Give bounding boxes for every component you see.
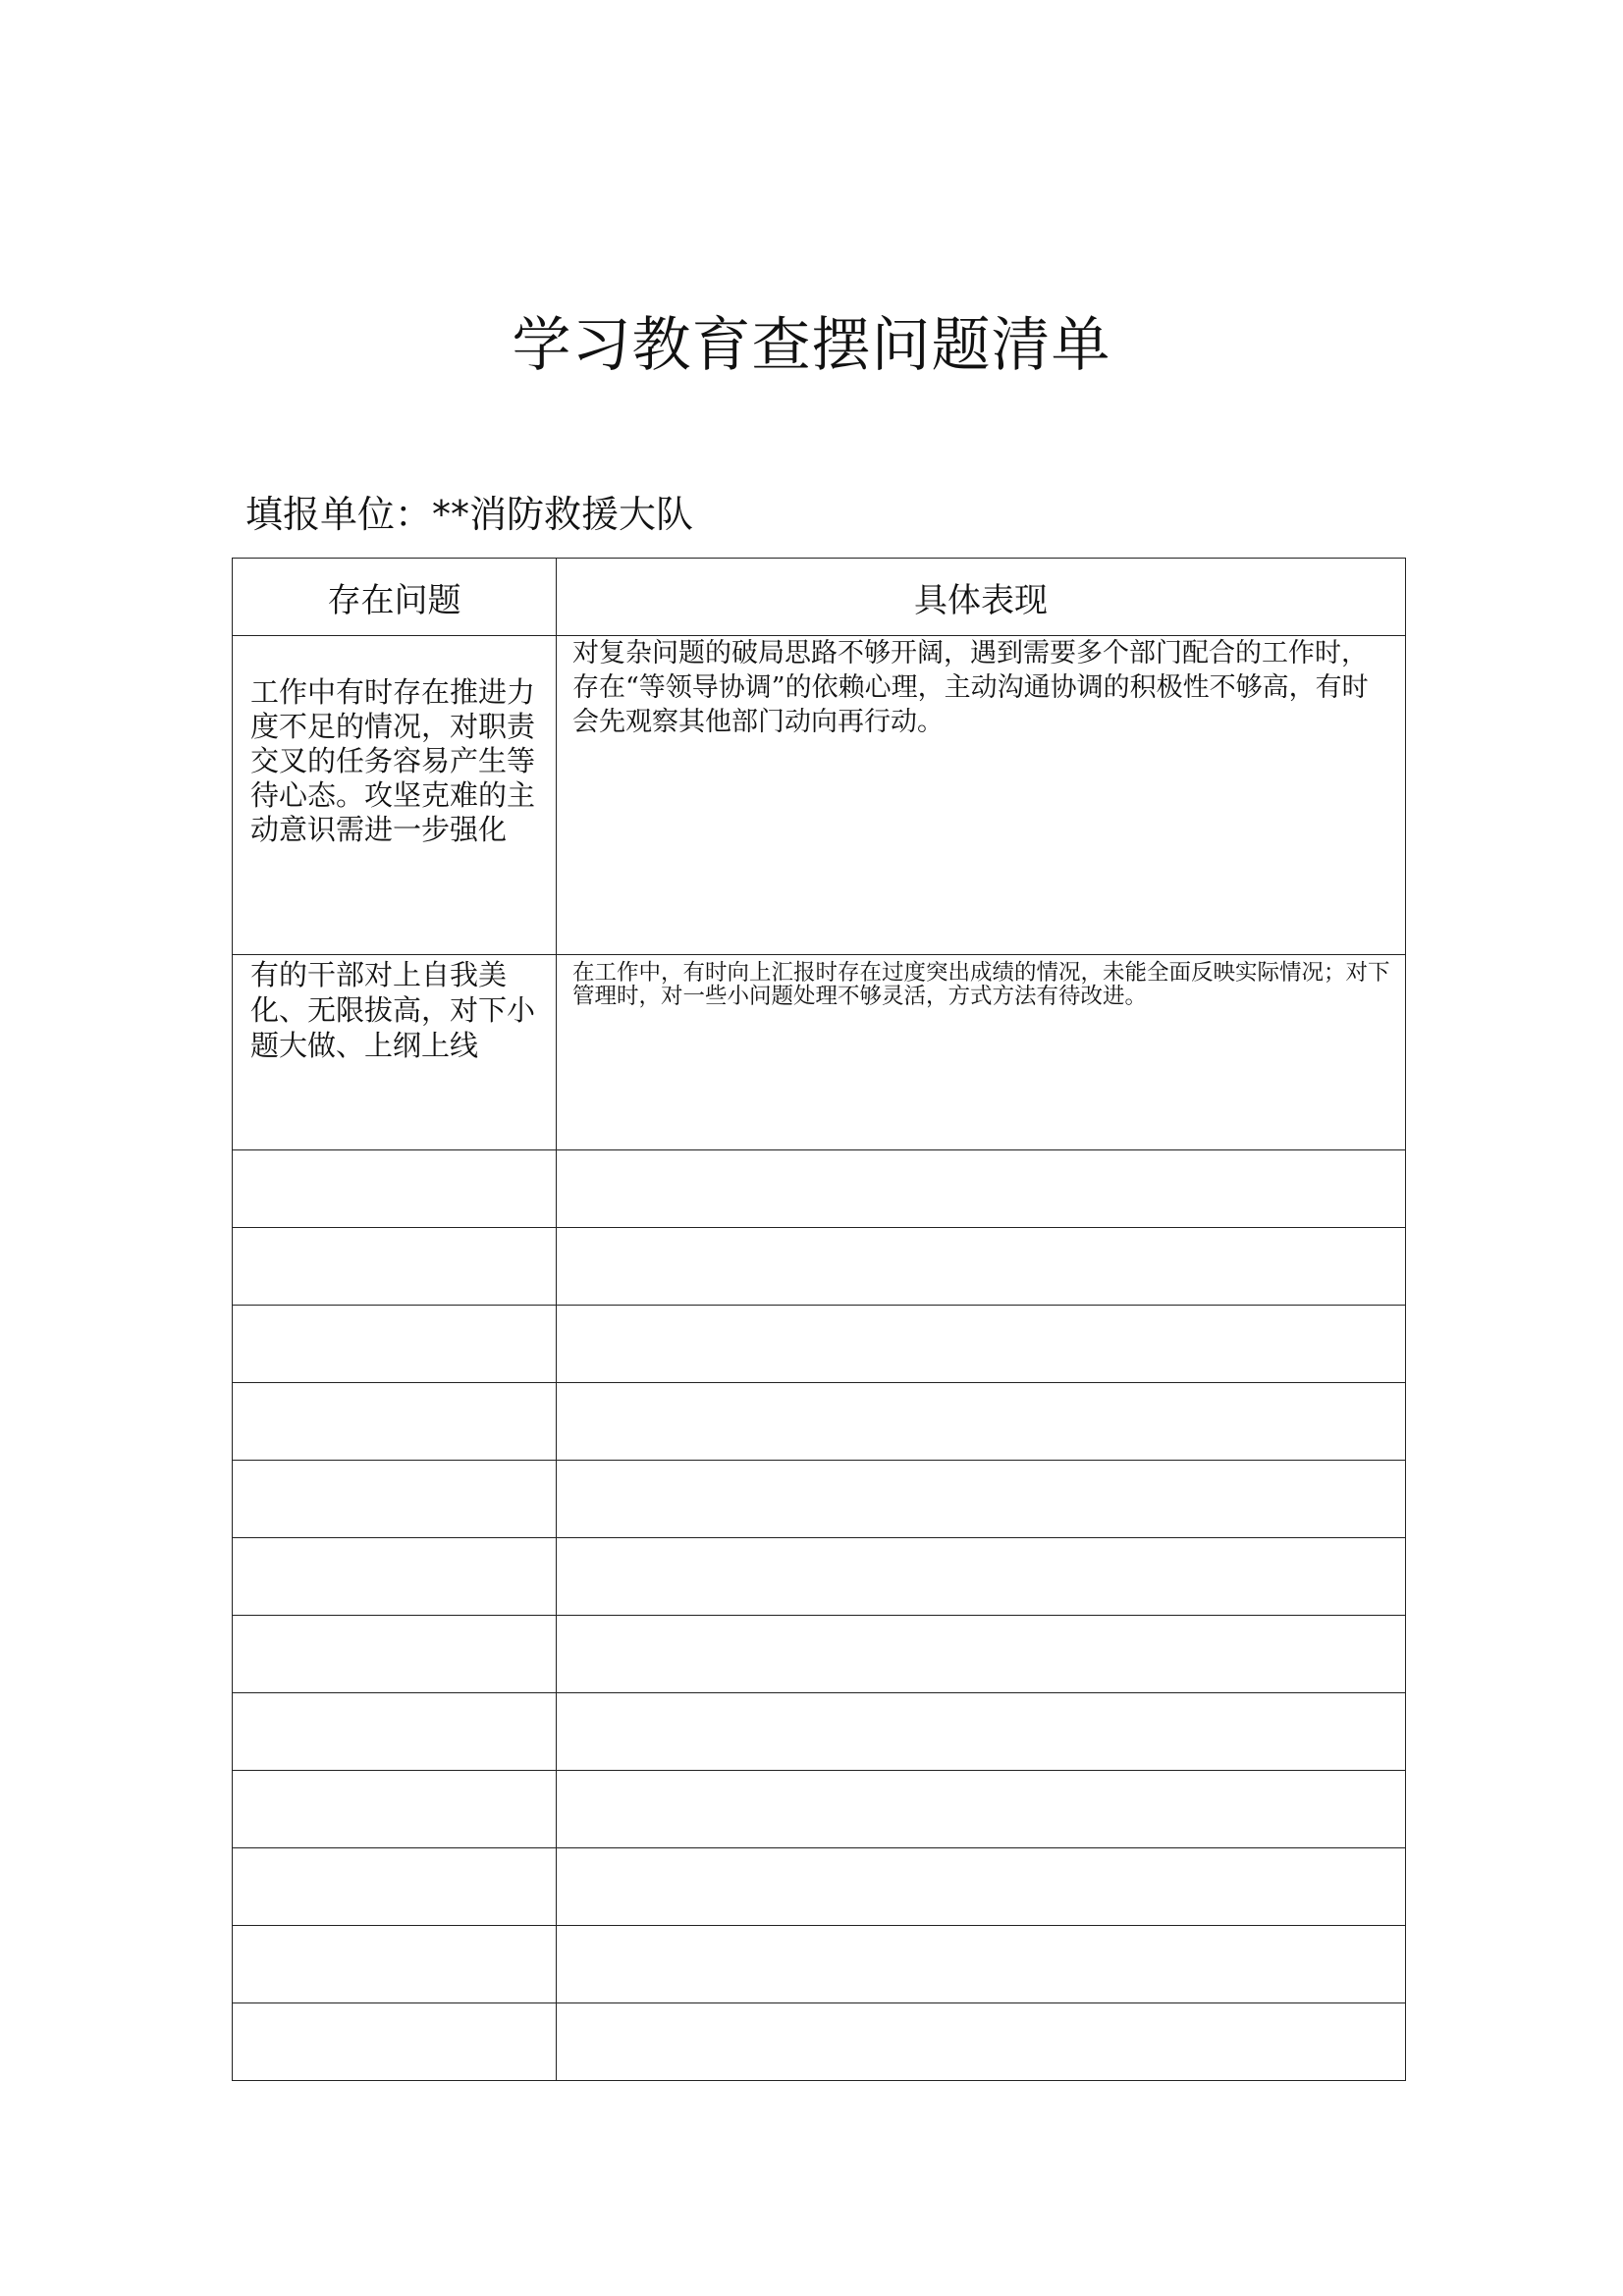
- table-row: [233, 1306, 1406, 1383]
- problem-cell: [233, 1150, 557, 1228]
- detail-cell: [557, 1538, 1406, 1616]
- problem-cell: [233, 1616, 557, 1693]
- table-row: [233, 955, 1406, 1150]
- detail-cell: [557, 1771, 1406, 1848]
- detail-cell: [557, 1306, 1406, 1383]
- detail-cell: [557, 1461, 1406, 1538]
- table-header-row: [233, 559, 1406, 636]
- detail-cell: [557, 1693, 1406, 1771]
- detail-cell: [557, 1228, 1406, 1306]
- table-row: [233, 2003, 1406, 2081]
- detail-cell: 在工作中，有时向上汇报时存在过度突出成绩的情况，未能全面反映实际情况；对下管理时，对一些小问题处理不够灵活，方式方法有待改进。: [557, 955, 1406, 1150]
- problem-cell: [233, 1693, 557, 1771]
- problem-cell: [233, 1848, 557, 1926]
- problem-cell: [233, 1383, 557, 1461]
- table-row: [233, 1693, 1406, 1771]
- header-problem: 存在问题: [233, 559, 557, 636]
- problem-list-table: [232, 558, 1406, 2081]
- detail-cell: [557, 2003, 1406, 2081]
- detail-cell: [557, 1150, 1406, 1228]
- table-row: [233, 1150, 1406, 1228]
- table-row: [233, 1771, 1406, 1848]
- table-row: [233, 636, 1406, 955]
- table-row: [233, 1461, 1406, 1538]
- problem-cell: 有的干部对上自我美化、无限拔高，对下小题大做、上纲上线: [233, 955, 557, 1150]
- table-row: [233, 1383, 1406, 1461]
- detail-cell: [557, 1926, 1406, 2003]
- problem-cell: 工作中有时存在推进力度不足的情况，对职责交叉的任务容易产生等待心态。攻坚克难的主动意识需进一步强化: [233, 636, 557, 955]
- problem-cell: [233, 1538, 557, 1616]
- header-detail: 具体表现: [557, 559, 1406, 636]
- problem-cell: [233, 2003, 557, 2081]
- problem-cell: [233, 1228, 557, 1306]
- table-row: [233, 1848, 1406, 1926]
- table-row: [233, 1538, 1406, 1616]
- page-title: 学习教育查摆问题清单: [512, 311, 1111, 380]
- problem-cell: [233, 1771, 557, 1848]
- problem-cell: [233, 1461, 557, 1538]
- detail-cell: [557, 1848, 1406, 1926]
- table-row: [233, 1926, 1406, 2003]
- detail-cell: [557, 1383, 1406, 1461]
- table-row: [233, 1616, 1406, 1693]
- table-row: [233, 1228, 1406, 1306]
- problem-cell: [233, 1926, 557, 2003]
- problem-cell: [233, 1306, 557, 1383]
- detail-cell: [557, 1616, 1406, 1693]
- detail-cell: 对复杂问题的破局思路不够开阔，遇到需要多个部门配合的工作时，存在“等领导协调”的依赖心理，主动沟通协调的积极性不够高，有时会先观察其他部门动向再行动。: [557, 636, 1406, 955]
- reporting-unit: 填报单位：**消防救援大队: [245, 493, 694, 536]
